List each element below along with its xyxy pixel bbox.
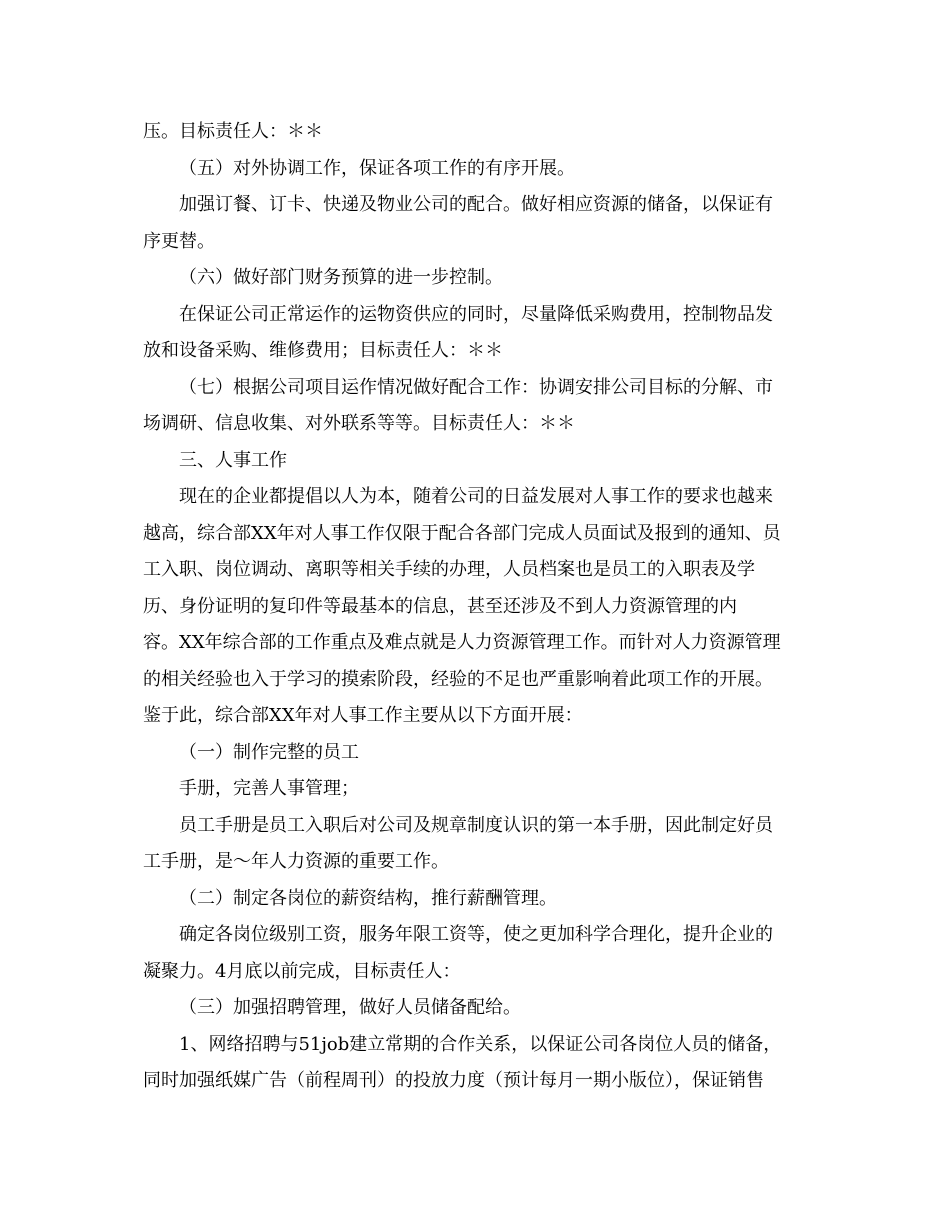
text-line: 在保证公司正常运作的运物资供应的同时，尽量降低采购费用，控制物品发 bbox=[179, 303, 773, 325]
text-line: （六）做好部门财务预算的进一步控制。 bbox=[179, 267, 503, 288]
text-line: 加强订餐、订卡、快递及物业公司的配合。做好相应资源的储备，以保证有 bbox=[179, 194, 773, 215]
text-line: （一）制作完整的员工 bbox=[179, 741, 359, 763]
text-line: （七）根据公司项目运作情况做好配合工作：协调安排公司目标的分解、市 bbox=[179, 376, 773, 398]
text-line: 工入职、岗位调动、离职等相关手续的办理，人员档案也是员工的入职表及学 bbox=[143, 559, 755, 580]
text-line: 员工手册是员工入职后对公司及规章制度认识的第一本手册，因此制定好员 bbox=[179, 814, 773, 836]
text-line: 容。XX年综合部的工作重点及难点就是人力资源管理工作。而针对人力资源管理 bbox=[143, 632, 781, 653]
text-line: 手册，完善人事管理； bbox=[179, 778, 359, 799]
text-line: 历、身份证明的复印件等最基本的信息，甚至还涉及不到人力资源管理的内 bbox=[143, 595, 737, 617]
text-line: 工手册，是～年人力资源的重要工作。 bbox=[143, 851, 449, 872]
text-line: 凝聚力。4月底以前完成，目标责任人： bbox=[143, 960, 461, 982]
text-line: 越高，综合部XX年对人事工作仅限于配合各部门完成人员面试及报到的通知、员 bbox=[143, 522, 781, 544]
document-body bbox=[143, 114, 803, 1100]
text-line: 的相关经验也入于学习的摸索阶段，经验的不足也严重影响着此项工作的开展。 bbox=[143, 668, 773, 690]
text-line: 序更替。 bbox=[143, 230, 215, 252]
text-line: 三、人事工作 bbox=[179, 449, 287, 471]
text-line: 压。目标责任人：＊＊ bbox=[143, 121, 323, 142]
text-line: 放和设备采购、维修费用；目标责任人：＊＊ bbox=[143, 340, 503, 361]
text-line: 同时加强纸媒广告（前程周刊）的投放力度（预计每月一期小版位），保证销售 bbox=[143, 1070, 764, 1091]
text-line: 确定各岗位级别工资，服务年限工资等，使之更加科学合理化，提升企业的 bbox=[179, 924, 773, 945]
text-line: 鉴于此，综合部XX年对人事工作主要从以下方面开展： bbox=[143, 705, 583, 726]
text-line: （五）对外协调工作，保证各项工作的有序开展。 bbox=[179, 157, 575, 179]
text-line: （二）制定各岗位的薪资结构，推行薪酬管理。 bbox=[179, 887, 557, 909]
text-line: 1、网络招聘与51job建立常期的合作关系，以保证公司各岗位人员的储备， bbox=[179, 1033, 782, 1055]
text-line: （三）加强招聘管理，做好人员储备配给。 bbox=[179, 997, 521, 1018]
text-line: 现在的企业都提倡以人为本，随着公司的日益发展对人事工作的要求也越来 bbox=[179, 486, 773, 507]
text-line: 场调研、信息收集、对外联系等等。目标责任人：＊＊ bbox=[143, 413, 575, 434]
